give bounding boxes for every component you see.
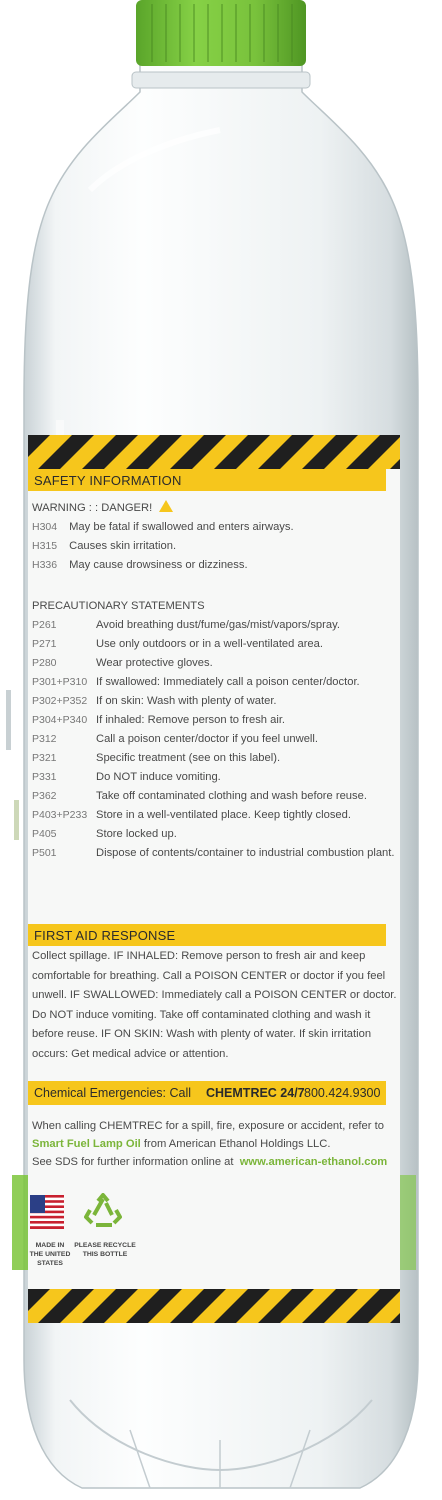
safety-heading-bar xyxy=(28,469,386,491)
us-flag-icon xyxy=(30,1195,64,1229)
recycle-icon xyxy=(84,1193,122,1231)
list-item: P331 Do NOT induce vomiting. xyxy=(32,771,221,783)
first-aid-heading: FIRST AID RESPONSE xyxy=(34,928,176,943)
chemtrec-info: When calling CHEMTREC for a spill, fire, exposure or accident, refer to Smart Fuel Lamp Oil from American Ethanol Holdings LLC. See SDS for further information online at www.american-ethanol.com xyxy=(32,1120,388,1168)
list-item: P312 Call a poison center/doctor if you feel unwell. xyxy=(32,733,319,745)
list-item: P271 Use only outdoors or in a well-ventilated area. xyxy=(32,638,323,650)
recycle-caption: PLEASE RECYCLE THIS BOTTLE xyxy=(74,1242,136,1258)
list-item: H336 May cause drowsiness or dizziness. xyxy=(32,559,248,571)
safety-heading: SAFETY INFORMATION xyxy=(34,473,182,488)
emergency-service: CHEMTREC 24/7 xyxy=(206,1086,305,1100)
list-item: P362 Take off contaminated clothing and wash before reuse. xyxy=(32,790,367,802)
list-item: P403+P233 Store in a well-ventilated place. Keep tightly closed. xyxy=(32,809,351,821)
warning-line: WARNING : : DANGER! xyxy=(32,499,173,514)
list-item: P405 Store locked up. xyxy=(32,828,177,840)
emergency-lead: Chemical Emergencies: Call xyxy=(34,1086,192,1100)
precautionary-heading: PRECAUTIONARY STATEMENTS xyxy=(32,600,205,612)
product-name: Smart Fuel Lamp Oil xyxy=(32,1138,141,1150)
hazard-list xyxy=(32,518,294,575)
precautionary-list xyxy=(32,616,395,863)
emergency-phone: 800.424.9300 xyxy=(304,1086,381,1100)
product-label xyxy=(28,435,400,1323)
label-body xyxy=(28,469,400,1289)
list-item: P302+P352 If on skin: Wash with plenty of water. xyxy=(32,695,277,707)
list-item: P304+P340 If inhaled: Remove person to fresh air. xyxy=(32,714,286,726)
first-aid-text: Collect spillage. IF INHALED: Remove person to fresh air and keep comfortable for breathing. Call a POISON CENTER or doctor if you feel unwell. IF SWALLOWED: Immediately call a POISON CENTER or doctor. Do NOT induce vomiting. Take off contaminated clothing and wash it before reuse. IF ON SKIN: Wash with plenty of water. If skin irritation occurs: Get medical advice or attention. xyxy=(32,950,397,1060)
badges-row xyxy=(28,1185,400,1285)
first-aid-heading-bar xyxy=(28,924,386,946)
list-item: H315 Causes skin irritation. xyxy=(32,540,177,552)
hazard-stripe-bottom xyxy=(28,1289,400,1323)
list-item: P280 Wear protective gloves. xyxy=(32,657,213,669)
emergency-bar xyxy=(28,1081,386,1105)
warning-icon xyxy=(159,500,173,512)
website-link[interactable]: www.american-ethanol.com xyxy=(239,1156,388,1168)
list-item: P501 Dispose of contents/container to industrial combustion plant. xyxy=(32,847,395,859)
made-in-usa-caption: MADE IN THE UNITED STATES xyxy=(29,1242,71,1267)
list-item: P301+P310 If swallowed: Immediately call a poison center/doctor. xyxy=(32,676,360,688)
list-item: P261 Avoid breathing dust/fume/gas/mist/vapors/spray. xyxy=(32,619,340,631)
list-item: P321 Specific treatment (see on this label). xyxy=(32,752,281,764)
list-item: H304 May be fatal if swallowed and enters airways. xyxy=(32,521,294,533)
hazard-stripe-top xyxy=(28,435,400,469)
